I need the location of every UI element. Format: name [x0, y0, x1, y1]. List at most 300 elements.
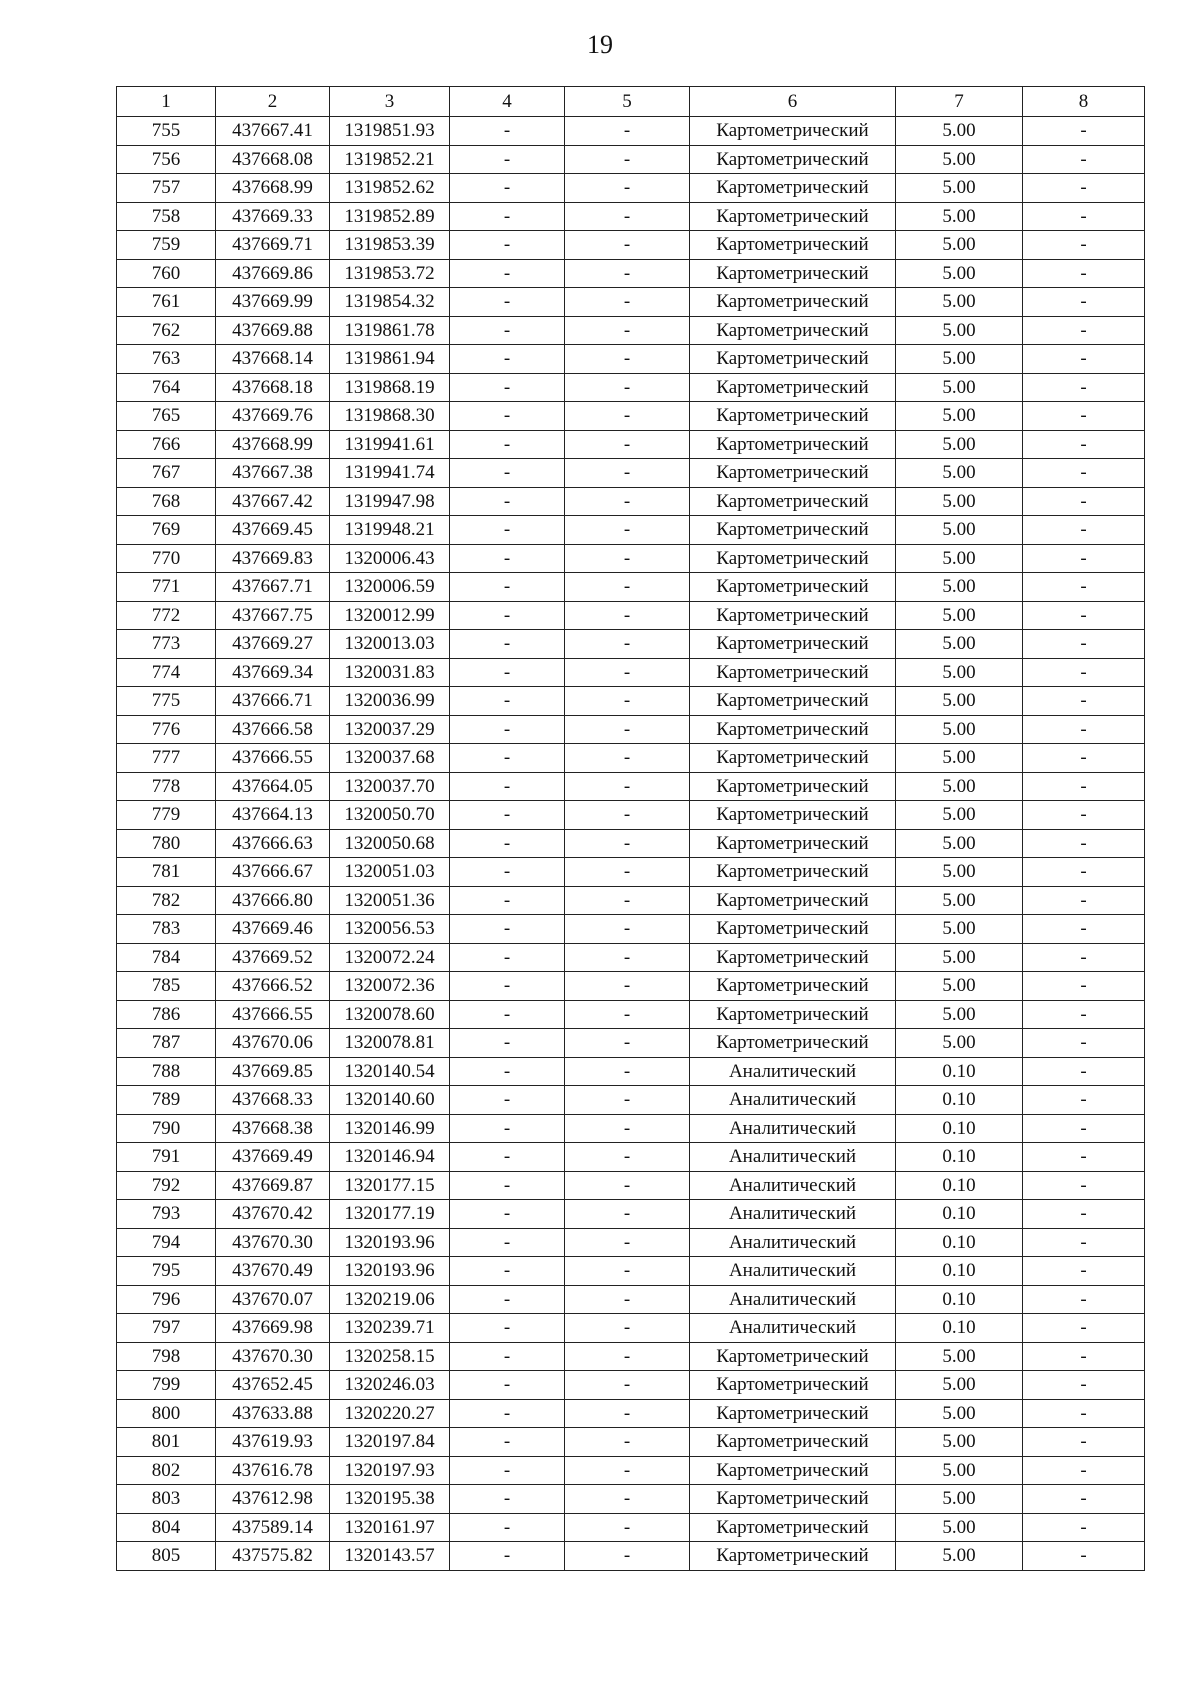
column-8-cell: -: [1023, 1257, 1145, 1286]
method-cell: Картометрический: [690, 1542, 896, 1571]
point-number-cell: 802: [117, 1456, 216, 1485]
column-5-cell: -: [565, 1285, 690, 1314]
y-coordinate-cell: 1319852.62: [330, 174, 450, 203]
y-coordinate-cell: 1320140.60: [330, 1086, 450, 1115]
table-row: [117, 1542, 1145, 1571]
method-cell: Картометрический: [690, 459, 896, 488]
table-row: [117, 972, 1145, 1001]
point-number-cell: 792: [117, 1171, 216, 1200]
point-number-cell: 799: [117, 1371, 216, 1400]
column-5-cell: -: [565, 1228, 690, 1257]
x-coordinate-cell: 437666.52: [216, 972, 330, 1001]
column-5-cell: -: [565, 687, 690, 716]
method-cell: Картометрический: [690, 1342, 896, 1371]
method-cell: Картометрический: [690, 715, 896, 744]
column-8-cell: -: [1023, 801, 1145, 830]
x-coordinate-cell: 437667.41: [216, 117, 330, 146]
column-5-cell: -: [565, 1314, 690, 1343]
column-4-cell: -: [450, 459, 565, 488]
column-4-cell: -: [450, 1399, 565, 1428]
accuracy-cell: 5.00: [896, 886, 1023, 915]
column-5-cell: -: [565, 972, 690, 1001]
y-coordinate-cell: 1320037.70: [330, 772, 450, 801]
method-cell: Аналитический: [690, 1057, 896, 1086]
method-cell: Картометрический: [690, 829, 896, 858]
method-cell: Аналитический: [690, 1143, 896, 1172]
point-number-cell: 778: [117, 772, 216, 801]
method-cell: Аналитический: [690, 1228, 896, 1257]
point-number-cell: 770: [117, 544, 216, 573]
table-row: [117, 1314, 1145, 1343]
x-coordinate-cell: 437667.42: [216, 487, 330, 516]
column-5-cell: -: [565, 658, 690, 687]
x-coordinate-cell: 437669.86: [216, 259, 330, 288]
x-coordinate-cell: 437670.07: [216, 1285, 330, 1314]
point-number-cell: 803: [117, 1485, 216, 1514]
y-coordinate-cell: 1320239.71: [330, 1314, 450, 1343]
y-coordinate-cell: 1320246.03: [330, 1371, 450, 1400]
method-cell: Картометрический: [690, 801, 896, 830]
column-5-cell: -: [565, 402, 690, 431]
x-coordinate-cell: 437669.83: [216, 544, 330, 573]
accuracy-cell: 0.10: [896, 1171, 1023, 1200]
column-8-cell: -: [1023, 601, 1145, 630]
column-8-cell: -: [1023, 1542, 1145, 1571]
method-cell: Картометрический: [690, 345, 896, 374]
accuracy-cell: 5.00: [896, 1542, 1023, 1571]
table-row: [117, 1029, 1145, 1058]
column-4-cell: -: [450, 1542, 565, 1571]
method-cell: Картометрический: [690, 1485, 896, 1514]
table-row: [117, 1257, 1145, 1286]
method-cell: Картометрический: [690, 430, 896, 459]
accuracy-cell: 5.00: [896, 231, 1023, 260]
column-8-cell: -: [1023, 744, 1145, 773]
y-coordinate-cell: 1320177.15: [330, 1171, 450, 1200]
point-number-cell: 769: [117, 516, 216, 545]
x-coordinate-cell: 437669.52: [216, 943, 330, 972]
column-4-cell: -: [450, 1171, 565, 1200]
column-4-cell: -: [450, 915, 565, 944]
table-row: [117, 1228, 1145, 1257]
table-row: [117, 1143, 1145, 1172]
x-coordinate-cell: 437669.34: [216, 658, 330, 687]
column-5-cell: -: [565, 772, 690, 801]
column-8-cell: -: [1023, 829, 1145, 858]
y-coordinate-cell: 1319861.94: [330, 345, 450, 374]
x-coordinate-cell: 437670.30: [216, 1342, 330, 1371]
accuracy-cell: 5.00: [896, 715, 1023, 744]
table-row: [117, 516, 1145, 545]
table-row: [117, 1513, 1145, 1542]
column-header-5: 5: [565, 87, 690, 117]
y-coordinate-cell: 1320037.29: [330, 715, 450, 744]
column-header-8: 8: [1023, 87, 1145, 117]
column-5-cell: -: [565, 1000, 690, 1029]
column-5-cell: -: [565, 1257, 690, 1286]
method-cell: Картометрический: [690, 1029, 896, 1058]
y-coordinate-cell: 1320197.93: [330, 1456, 450, 1485]
column-8-cell: -: [1023, 1057, 1145, 1086]
accuracy-cell: 5.00: [896, 1428, 1023, 1457]
column-4-cell: -: [450, 430, 565, 459]
accuracy-cell: 5.00: [896, 316, 1023, 345]
x-coordinate-cell: 437669.98: [216, 1314, 330, 1343]
table-row: [117, 858, 1145, 887]
x-coordinate-cell: 437666.67: [216, 858, 330, 887]
column-5-cell: -: [565, 202, 690, 231]
column-5-cell: -: [565, 544, 690, 573]
y-coordinate-cell: 1320036.99: [330, 687, 450, 716]
x-coordinate-cell: 437668.38: [216, 1114, 330, 1143]
point-number-cell: 779: [117, 801, 216, 830]
column-8-cell: -: [1023, 915, 1145, 944]
column-5-cell: -: [565, 601, 690, 630]
table-row: [117, 459, 1145, 488]
point-number-cell: 758: [117, 202, 216, 231]
accuracy-cell: 5.00: [896, 744, 1023, 773]
table-row: [117, 1456, 1145, 1485]
point-number-cell: 784: [117, 943, 216, 972]
method-cell: Картометрический: [690, 772, 896, 801]
column-5-cell: -: [565, 858, 690, 887]
x-coordinate-cell: 437668.99: [216, 430, 330, 459]
x-coordinate-cell: 437667.75: [216, 601, 330, 630]
point-number-cell: 801: [117, 1428, 216, 1457]
column-4-cell: -: [450, 1143, 565, 1172]
point-number-cell: 788: [117, 1057, 216, 1086]
x-coordinate-cell: 437669.76: [216, 402, 330, 431]
column-4-cell: -: [450, 972, 565, 1001]
x-coordinate-cell: 437664.05: [216, 772, 330, 801]
method-cell: Картометрический: [690, 630, 896, 659]
method-cell: Картометрический: [690, 658, 896, 687]
column-5-cell: -: [565, 145, 690, 174]
accuracy-cell: 5.00: [896, 373, 1023, 402]
table-row: [117, 316, 1145, 345]
point-number-cell: 780: [117, 829, 216, 858]
column-8-cell: -: [1023, 1456, 1145, 1485]
table-row: [117, 1114, 1145, 1143]
column-5-cell: -: [565, 174, 690, 203]
point-number-cell: 775: [117, 687, 216, 716]
column-5-cell: -: [565, 1200, 690, 1229]
accuracy-cell: 5.00: [896, 573, 1023, 602]
y-coordinate-cell: 1320219.06: [330, 1285, 450, 1314]
column-5-cell: -: [565, 715, 690, 744]
method-cell: Картометрический: [690, 487, 896, 516]
y-coordinate-cell: 1319948.21: [330, 516, 450, 545]
column-8-cell: -: [1023, 1428, 1145, 1457]
y-coordinate-cell: 1320031.83: [330, 658, 450, 687]
y-coordinate-cell: 1320051.36: [330, 886, 450, 915]
method-cell: Картометрический: [690, 1456, 896, 1485]
column-8-cell: -: [1023, 1485, 1145, 1514]
table-row: [117, 715, 1145, 744]
column-header-3: 3: [330, 87, 450, 117]
accuracy-cell: 0.10: [896, 1314, 1023, 1343]
column-5-cell: -: [565, 1542, 690, 1571]
column-5-cell: -: [565, 1057, 690, 1086]
column-8-cell: -: [1023, 1228, 1145, 1257]
column-4-cell: -: [450, 288, 565, 317]
column-8-cell: -: [1023, 145, 1145, 174]
x-coordinate-cell: 437652.45: [216, 1371, 330, 1400]
column-4-cell: -: [450, 316, 565, 345]
x-coordinate-cell: 437668.08: [216, 145, 330, 174]
x-coordinate-cell: 437669.85: [216, 1057, 330, 1086]
x-coordinate-cell: 437666.71: [216, 687, 330, 716]
y-coordinate-cell: 1320258.15: [330, 1342, 450, 1371]
accuracy-cell: 5.00: [896, 145, 1023, 174]
column-4-cell: -: [450, 601, 565, 630]
point-number-cell: 755: [117, 117, 216, 146]
column-5-cell: -: [565, 1485, 690, 1514]
y-coordinate-cell: 1320140.54: [330, 1057, 450, 1086]
x-coordinate-cell: 437668.99: [216, 174, 330, 203]
column-4-cell: -: [450, 1485, 565, 1514]
accuracy-cell: 5.00: [896, 174, 1023, 203]
point-number-cell: 772: [117, 601, 216, 630]
method-cell: Аналитический: [690, 1114, 896, 1143]
column-header-7: 7: [896, 87, 1023, 117]
table-row: [117, 1285, 1145, 1314]
column-4-cell: -: [450, 202, 565, 231]
y-coordinate-cell: 1319868.30: [330, 402, 450, 431]
x-coordinate-cell: 437669.33: [216, 202, 330, 231]
point-number-cell: 793: [117, 1200, 216, 1229]
accuracy-cell: 5.00: [896, 943, 1023, 972]
column-8-cell: -: [1023, 430, 1145, 459]
column-4-cell: -: [450, 1314, 565, 1343]
accuracy-cell: 5.00: [896, 658, 1023, 687]
x-coordinate-cell: 437668.33: [216, 1086, 330, 1115]
y-coordinate-cell: 1320078.60: [330, 1000, 450, 1029]
column-5-cell: -: [565, 373, 690, 402]
accuracy-cell: 5.00: [896, 459, 1023, 488]
y-coordinate-cell: 1320146.99: [330, 1114, 450, 1143]
column-header-1: 1: [117, 87, 216, 117]
column-8-cell: -: [1023, 174, 1145, 203]
column-4-cell: -: [450, 829, 565, 858]
point-number-cell: 805: [117, 1542, 216, 1571]
point-number-cell: 787: [117, 1029, 216, 1058]
point-number-cell: 759: [117, 231, 216, 260]
accuracy-cell: 5.00: [896, 516, 1023, 545]
y-coordinate-cell: 1320050.68: [330, 829, 450, 858]
method-cell: Аналитический: [690, 1257, 896, 1286]
point-number-cell: 794: [117, 1228, 216, 1257]
x-coordinate-cell: 437670.42: [216, 1200, 330, 1229]
column-8-cell: -: [1023, 1285, 1145, 1314]
column-8-cell: -: [1023, 1000, 1145, 1029]
method-cell: Картометрический: [690, 972, 896, 1001]
table-row: [117, 1371, 1145, 1400]
column-5-cell: -: [565, 744, 690, 773]
point-number-cell: 796: [117, 1285, 216, 1314]
point-number-cell: 789: [117, 1086, 216, 1115]
x-coordinate-cell: 437669.87: [216, 1171, 330, 1200]
accuracy-cell: 5.00: [896, 972, 1023, 1001]
table-row: [117, 1399, 1145, 1428]
method-cell: Картометрический: [690, 288, 896, 317]
accuracy-cell: 5.00: [896, 117, 1023, 146]
column-4-cell: -: [450, 1257, 565, 1286]
column-4-cell: -: [450, 1428, 565, 1457]
method-cell: Картометрический: [690, 202, 896, 231]
point-number-cell: 790: [117, 1114, 216, 1143]
column-4-cell: -: [450, 544, 565, 573]
column-4-cell: -: [450, 744, 565, 773]
table-row: [117, 915, 1145, 944]
column-8-cell: -: [1023, 1371, 1145, 1400]
column-5-cell: -: [565, 516, 690, 545]
x-coordinate-cell: 437616.78: [216, 1456, 330, 1485]
column-5-cell: -: [565, 231, 690, 260]
column-4-cell: -: [450, 801, 565, 830]
column-8-cell: -: [1023, 402, 1145, 431]
y-coordinate-cell: 1320193.96: [330, 1228, 450, 1257]
coordinates-table: [116, 86, 1145, 1571]
column-8-cell: -: [1023, 516, 1145, 545]
accuracy-cell: 5.00: [896, 630, 1023, 659]
point-number-cell: 781: [117, 858, 216, 887]
point-number-cell: 797: [117, 1314, 216, 1343]
column-8-cell: -: [1023, 972, 1145, 1001]
method-cell: Аналитический: [690, 1200, 896, 1229]
column-5-cell: -: [565, 915, 690, 944]
column-4-cell: -: [450, 1086, 565, 1115]
method-cell: Картометрический: [690, 402, 896, 431]
y-coordinate-cell: 1320051.03: [330, 858, 450, 887]
point-number-cell: 774: [117, 658, 216, 687]
column-4-cell: -: [450, 231, 565, 260]
column-4-cell: -: [450, 402, 565, 431]
table-row: [117, 886, 1145, 915]
column-5-cell: -: [565, 259, 690, 288]
accuracy-cell: 0.10: [896, 1114, 1023, 1143]
column-5-cell: -: [565, 117, 690, 146]
table-row: [117, 1057, 1145, 1086]
x-coordinate-cell: 437575.82: [216, 1542, 330, 1571]
y-coordinate-cell: 1320220.27: [330, 1399, 450, 1428]
point-number-cell: 791: [117, 1143, 216, 1172]
point-number-cell: 763: [117, 345, 216, 374]
column-5-cell: -: [565, 943, 690, 972]
x-coordinate-cell: 437667.38: [216, 459, 330, 488]
y-coordinate-cell: 1319941.74: [330, 459, 450, 488]
point-number-cell: 804: [117, 1513, 216, 1542]
point-number-cell: 756: [117, 145, 216, 174]
point-number-cell: 771: [117, 573, 216, 602]
column-4-cell: -: [450, 1342, 565, 1371]
column-4-cell: -: [450, 259, 565, 288]
table-row: [117, 430, 1145, 459]
table-row: [117, 487, 1145, 516]
column-5-cell: -: [565, 487, 690, 516]
y-coordinate-cell: 1319941.61: [330, 430, 450, 459]
y-coordinate-cell: 1320078.81: [330, 1029, 450, 1058]
accuracy-cell: 5.00: [896, 1342, 1023, 1371]
accuracy-cell: 5.00: [896, 687, 1023, 716]
x-coordinate-cell: 437668.14: [216, 345, 330, 374]
point-number-cell: 800: [117, 1399, 216, 1428]
column-5-cell: -: [565, 1399, 690, 1428]
method-cell: Картометрический: [690, 117, 896, 146]
accuracy-cell: 5.00: [896, 829, 1023, 858]
method-cell: Картометрический: [690, 1513, 896, 1542]
y-coordinate-cell: 1319868.19: [330, 373, 450, 402]
point-number-cell: 764: [117, 373, 216, 402]
column-5-cell: -: [565, 1513, 690, 1542]
column-8-cell: -: [1023, 1114, 1145, 1143]
column-5-cell: -: [565, 316, 690, 345]
method-cell: Картометрический: [690, 1428, 896, 1457]
method-cell: Картометрический: [690, 1000, 896, 1029]
column-4-cell: -: [450, 715, 565, 744]
table-row: [117, 801, 1145, 830]
column-5-cell: -: [565, 630, 690, 659]
header-row: [117, 87, 1145, 117]
table-row: [117, 943, 1145, 972]
column-4-cell: -: [450, 373, 565, 402]
y-coordinate-cell: 1320177.19: [330, 1200, 450, 1229]
point-number-cell: 798: [117, 1342, 216, 1371]
page-number: 19: [587, 30, 613, 59]
y-coordinate-cell: 1320197.84: [330, 1428, 450, 1457]
x-coordinate-cell: 437667.71: [216, 573, 330, 602]
column-4-cell: -: [450, 1513, 565, 1542]
column-8-cell: -: [1023, 487, 1145, 516]
column-4-cell: -: [450, 687, 565, 716]
y-coordinate-cell: 1320193.96: [330, 1257, 450, 1286]
method-cell: Картометрический: [690, 943, 896, 972]
column-5-cell: -: [565, 288, 690, 317]
method-cell: Картометрический: [690, 373, 896, 402]
column-8-cell: -: [1023, 1143, 1145, 1172]
table-header: [117, 87, 1145, 117]
column-5-cell: -: [565, 430, 690, 459]
accuracy-cell: 5.00: [896, 1371, 1023, 1400]
point-number-cell: 795: [117, 1257, 216, 1286]
accuracy-cell: 5.00: [896, 1513, 1023, 1542]
column-5-cell: -: [565, 1171, 690, 1200]
column-5-cell: -: [565, 801, 690, 830]
x-coordinate-cell: 437669.71: [216, 231, 330, 260]
accuracy-cell: 5.00: [896, 772, 1023, 801]
accuracy-cell: 5.00: [896, 601, 1023, 630]
column-8-cell: -: [1023, 345, 1145, 374]
table-row: [117, 687, 1145, 716]
column-8-cell: -: [1023, 117, 1145, 146]
x-coordinate-cell: 437666.55: [216, 744, 330, 773]
table-row: [117, 658, 1145, 687]
column-4-cell: -: [450, 658, 565, 687]
column-4-cell: -: [450, 1228, 565, 1257]
y-coordinate-cell: 1320161.97: [330, 1513, 450, 1542]
column-4-cell: -: [450, 1456, 565, 1485]
method-cell: Картометрический: [690, 231, 896, 260]
table-row: [117, 1171, 1145, 1200]
column-8-cell: -: [1023, 943, 1145, 972]
table-row: [117, 1428, 1145, 1457]
column-8-cell: -: [1023, 459, 1145, 488]
accuracy-cell: 5.00: [896, 915, 1023, 944]
y-coordinate-cell: 1320013.03: [330, 630, 450, 659]
column-8-cell: -: [1023, 544, 1145, 573]
column-8-cell: -: [1023, 1342, 1145, 1371]
x-coordinate-cell: 437666.55: [216, 1000, 330, 1029]
